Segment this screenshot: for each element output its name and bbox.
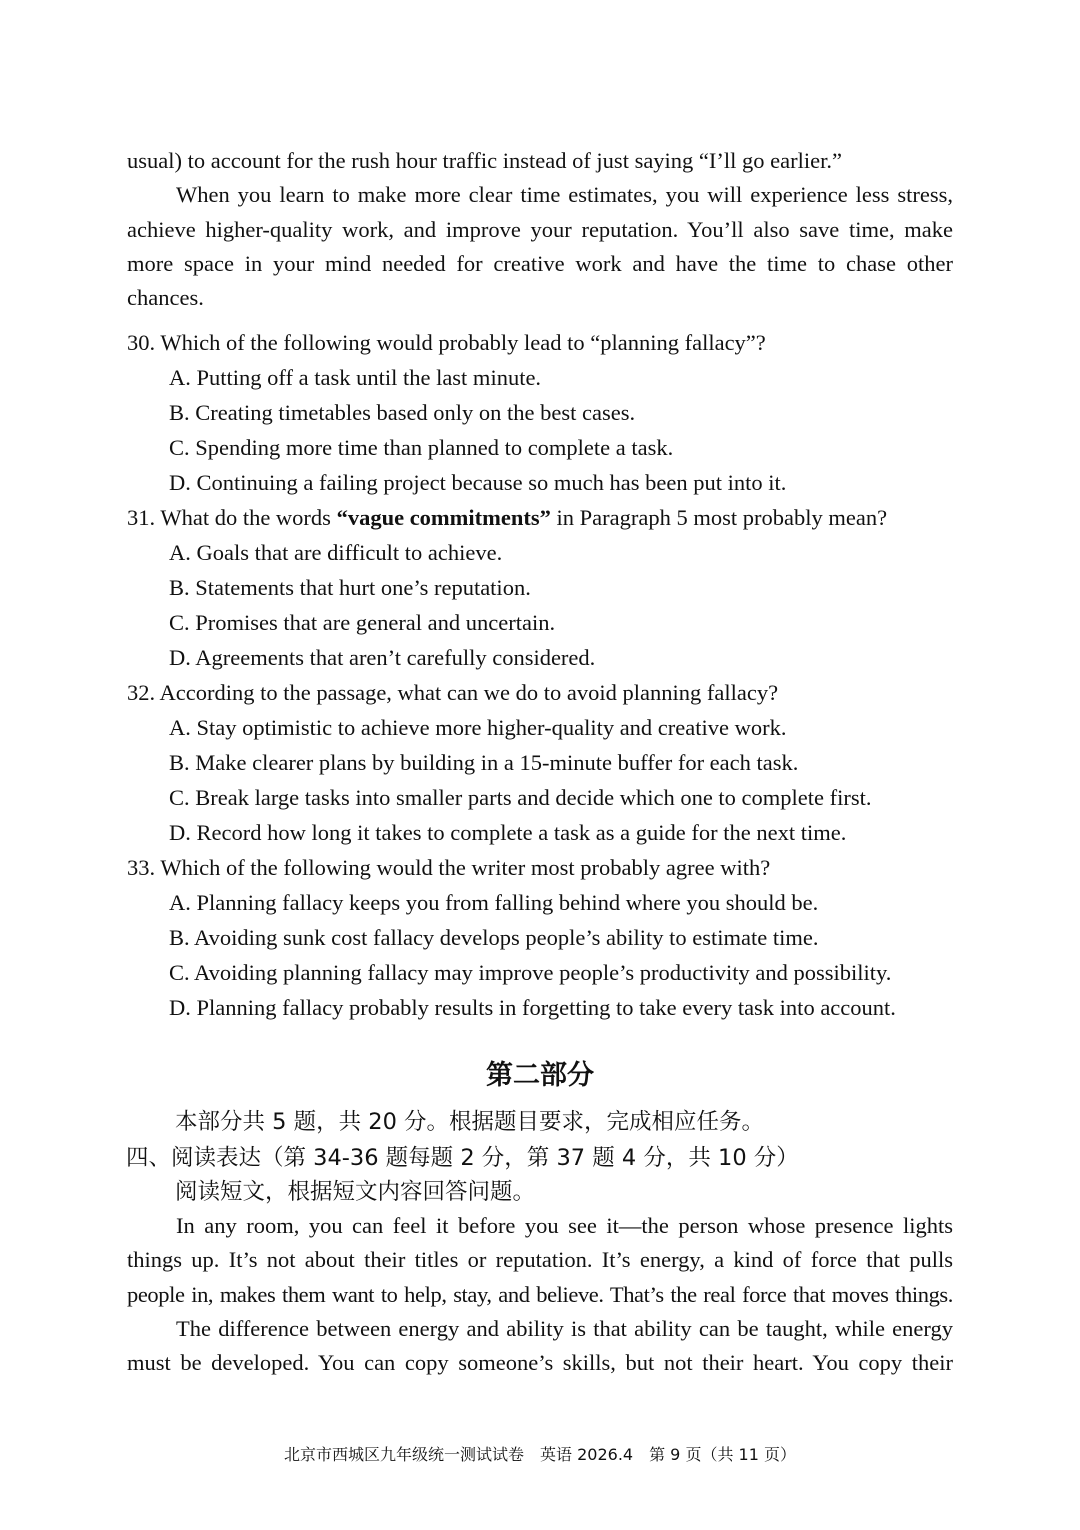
question-33-option-c: C. Avoiding planning fallacy may improve people’s productivity and possibility. xyxy=(169,960,892,985)
passage-line: must be developed. You can copy someone’s skills, but not their heart. You copy their xyxy=(127,1350,953,1375)
question-32-stem: 32. According to the passage, what can we do to avoid planning fallacy? xyxy=(127,680,779,705)
question-31-stem-pre: 31. What do the words xyxy=(127,505,337,530)
reading-instruction: 阅读短文，根据短文内容回答问题。 xyxy=(175,1179,536,1205)
passage-line: achieve higher-quality work, and improve your reputation. You’ll also save time, make xyxy=(127,217,953,242)
question-30-stem: 30. Which of the following would probably lead to “planning fallacy”? xyxy=(127,330,766,355)
question-31-option-d: D. Agreements that aren’t carefully considered. xyxy=(169,645,596,670)
question-31-option-c: C. Promises that are general and uncertain. xyxy=(169,610,556,635)
question-31-stem xyxy=(127,503,953,533)
question-31-keyword: “vague commitments” xyxy=(336,505,551,530)
question-33-option-a: A. Planning fallacy keeps you from falling behind where you should be. xyxy=(169,890,819,915)
question-32-option-c: C. Break large tasks into smaller parts and decide which one to complete first. xyxy=(169,785,872,810)
question-30-option-b: B. Creating timetables based only on the best cases. xyxy=(169,400,636,425)
passage-line: In any room, you can feel it before you see it—the person whose presence lights xyxy=(176,1213,953,1238)
question-30-option-d: D. Continuing a failing project because so much has been put into it. xyxy=(169,470,787,495)
question-33-option-d: D. Planning fallacy probably results in forgetting to take every task into account. xyxy=(169,995,896,1020)
section-four-heading: 四、阅读表达（第 34-36 题每题 2 分，第 37 题 4 分，共 10 分） xyxy=(126,1145,799,1171)
passage-line: chances. xyxy=(127,285,204,310)
question-33-option-b: B. Avoiding sunk cost fallacy develops people’s ability to estimate time. xyxy=(169,925,819,950)
passage-line: people in, makes them want to help, stay, and believe. That’s the real force that moves things. xyxy=(127,1282,953,1307)
question-31-option-a: A. Goals that are difficult to achieve. xyxy=(169,540,503,565)
question-30-option-a: A. Putting off a task until the last minute. xyxy=(169,365,542,390)
question-31-option-b: B. Statements that hurt one’s reputation. xyxy=(169,575,531,600)
part-two-intro: 本部分共 5 题，共 20 分。根据题目要求，完成相应任务。 xyxy=(175,1109,765,1135)
question-30-option-c: C. Spending more time than planned to complete a task. xyxy=(169,435,674,460)
passage-line: things up. It’s not about their titles or reputation. It’s energy, a kind of force that pulls xyxy=(127,1247,953,1272)
passage-line: The difference between energy and ability is that ability can be taught, while energy xyxy=(176,1316,953,1341)
question-31-stem-post: in Paragraph 5 most probably mean? xyxy=(550,505,888,530)
part-two-title: 第二部分 xyxy=(486,1060,594,1091)
question-33-stem: 33. Which of the following would the writer most probably agree with? xyxy=(127,855,771,880)
question-32-option-d: D. Record how long it takes to complete a task as a guide for the next time. xyxy=(169,820,847,845)
question-32-option-b: B. Make clearer plans by building in a 15-minute buffer for each task. xyxy=(169,750,799,775)
passage-line: When you learn to make more clear time estimates, you will experience less stress, xyxy=(176,182,953,207)
passage-line: usual) to account for the rush hour traffic instead of just saying “I’ll go earlier.” xyxy=(127,148,842,173)
page-footer: 北京市西城区九年级统一测试试卷 英语 2026.4 第 9 页（共 11 页） xyxy=(284,1445,796,1464)
passage-line: more space in your mind needed for creative work and have the time to chase other xyxy=(127,251,953,276)
question-32-option-a: A. Stay optimistic to achieve more higher-quality and creative work. xyxy=(169,715,787,740)
